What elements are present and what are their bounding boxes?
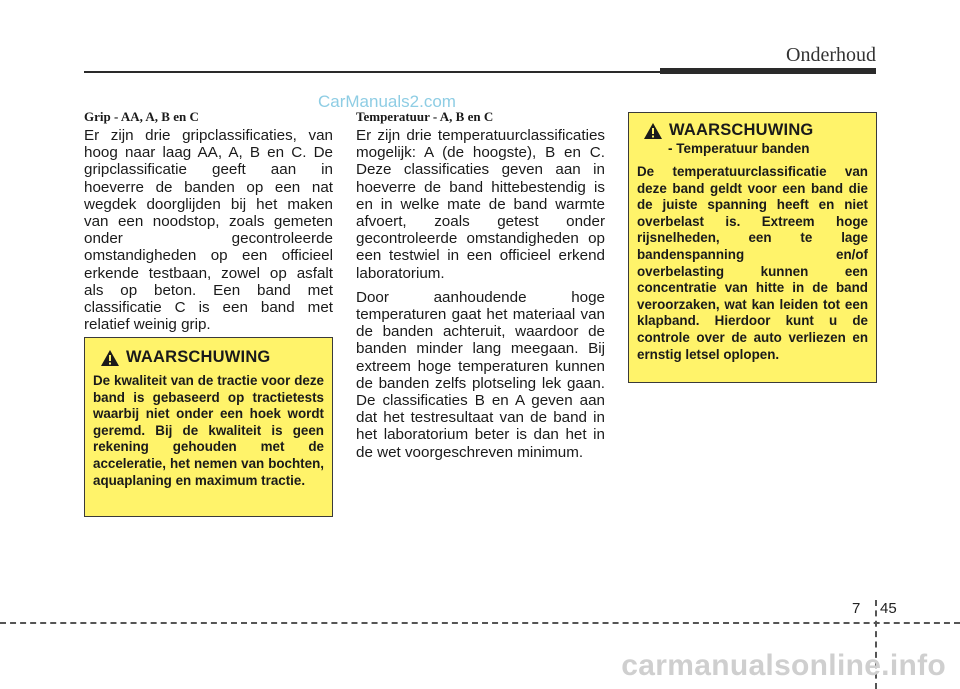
grip-paragraph: Er zijn drie gripclassificaties, van hoog naar laag AA, A, B en C. De gripclassificatie geeft aan in hoeverre de banden op een nat wegdek doorglijden bij het maken van een noodstop, zoals gemeten onder gecontroleerde omstandigheden op een officieel erkende testbaan, zowel op asfalt als op beton. Een band met classificatie C is een band met relatief weinig grip. (84, 127, 333, 334)
warning-title: WAARSCHUWING (669, 121, 814, 139)
section-title: Onderhoud (786, 44, 876, 66)
watermark-bottom[interactable]: carmanualsonline.info (621, 649, 946, 682)
watermark-top[interactable]: CarManuals2.com (318, 92, 456, 111)
warning-triangle-icon (100, 349, 120, 367)
warning-body: De temperatuurclassificatie van deze band geldt voor een band die de juiste spanning heeft en niet overbelast is. Extreem hoge rijsnelheden, een te lage bandenspanning en/of overbelasting kunnen een concentratie van hitte in de band veroorzaken, wat kan leiden tot een klapband. Hierdoor kunt u de controle over de auto verliezen en ernstig letsel oplopen. (637, 164, 868, 362)
header-rule-thin (84, 71, 660, 73)
warning-title: WAARSCHUWING (126, 348, 271, 366)
warning-body: De kwaliteit van de tractie voor deze band is gebaseerd op tractietests waarbij niet onder een hoek wordt geremd. Bij de kwaliteit is geen rekening gehouden met de acceleratie, het nemen van bochten, aquaplaning en maximum tractie. (93, 373, 324, 488)
grip-heading: Grip - AA, A, B en C (84, 109, 199, 124)
column-temperature (356, 109, 605, 461)
warning-triangle-icon (643, 122, 663, 140)
footer-rule (0, 622, 960, 624)
warning-subtitle: - Temperatuur banden (668, 141, 810, 156)
warning-box-temperature (628, 112, 877, 383)
temperature-paragraph-2: Door aanhoudende hoge temperaturen gaat het materiaal van de banden achteruit, waardoor de banden minder lang meegaan. Bij extreem hoge temperaturen kunnen de banden zelfs plotseling lek gaan. De classificaties B en A geven aan dat het testresultaat van de band in het laboratorium beter is dan het in de wet voorgeschreven minimum. (356, 288, 605, 461)
temperature-paragraph-1: Er zijn drie temperatuurclassificaties mogelijk: A (de hoogste), B en C. Deze classificaties geven aan in hoeverre de band hittebestendig is en in welke mate de band warmte afvoert, zoals getest onder gecontroleerde omstandigheden op een testwiel in een officieel erkend laboratorium. (356, 127, 605, 282)
column-grip (84, 109, 333, 333)
warning-header (637, 121, 868, 140)
page-number: 45 (880, 600, 897, 617)
chapter-number: 7 (852, 600, 861, 617)
header-rule-thick (660, 68, 876, 74)
temperature-heading: Temperatuur - A, B en C (356, 109, 494, 124)
warning-header (93, 348, 324, 367)
warning-box-traction (84, 337, 333, 517)
